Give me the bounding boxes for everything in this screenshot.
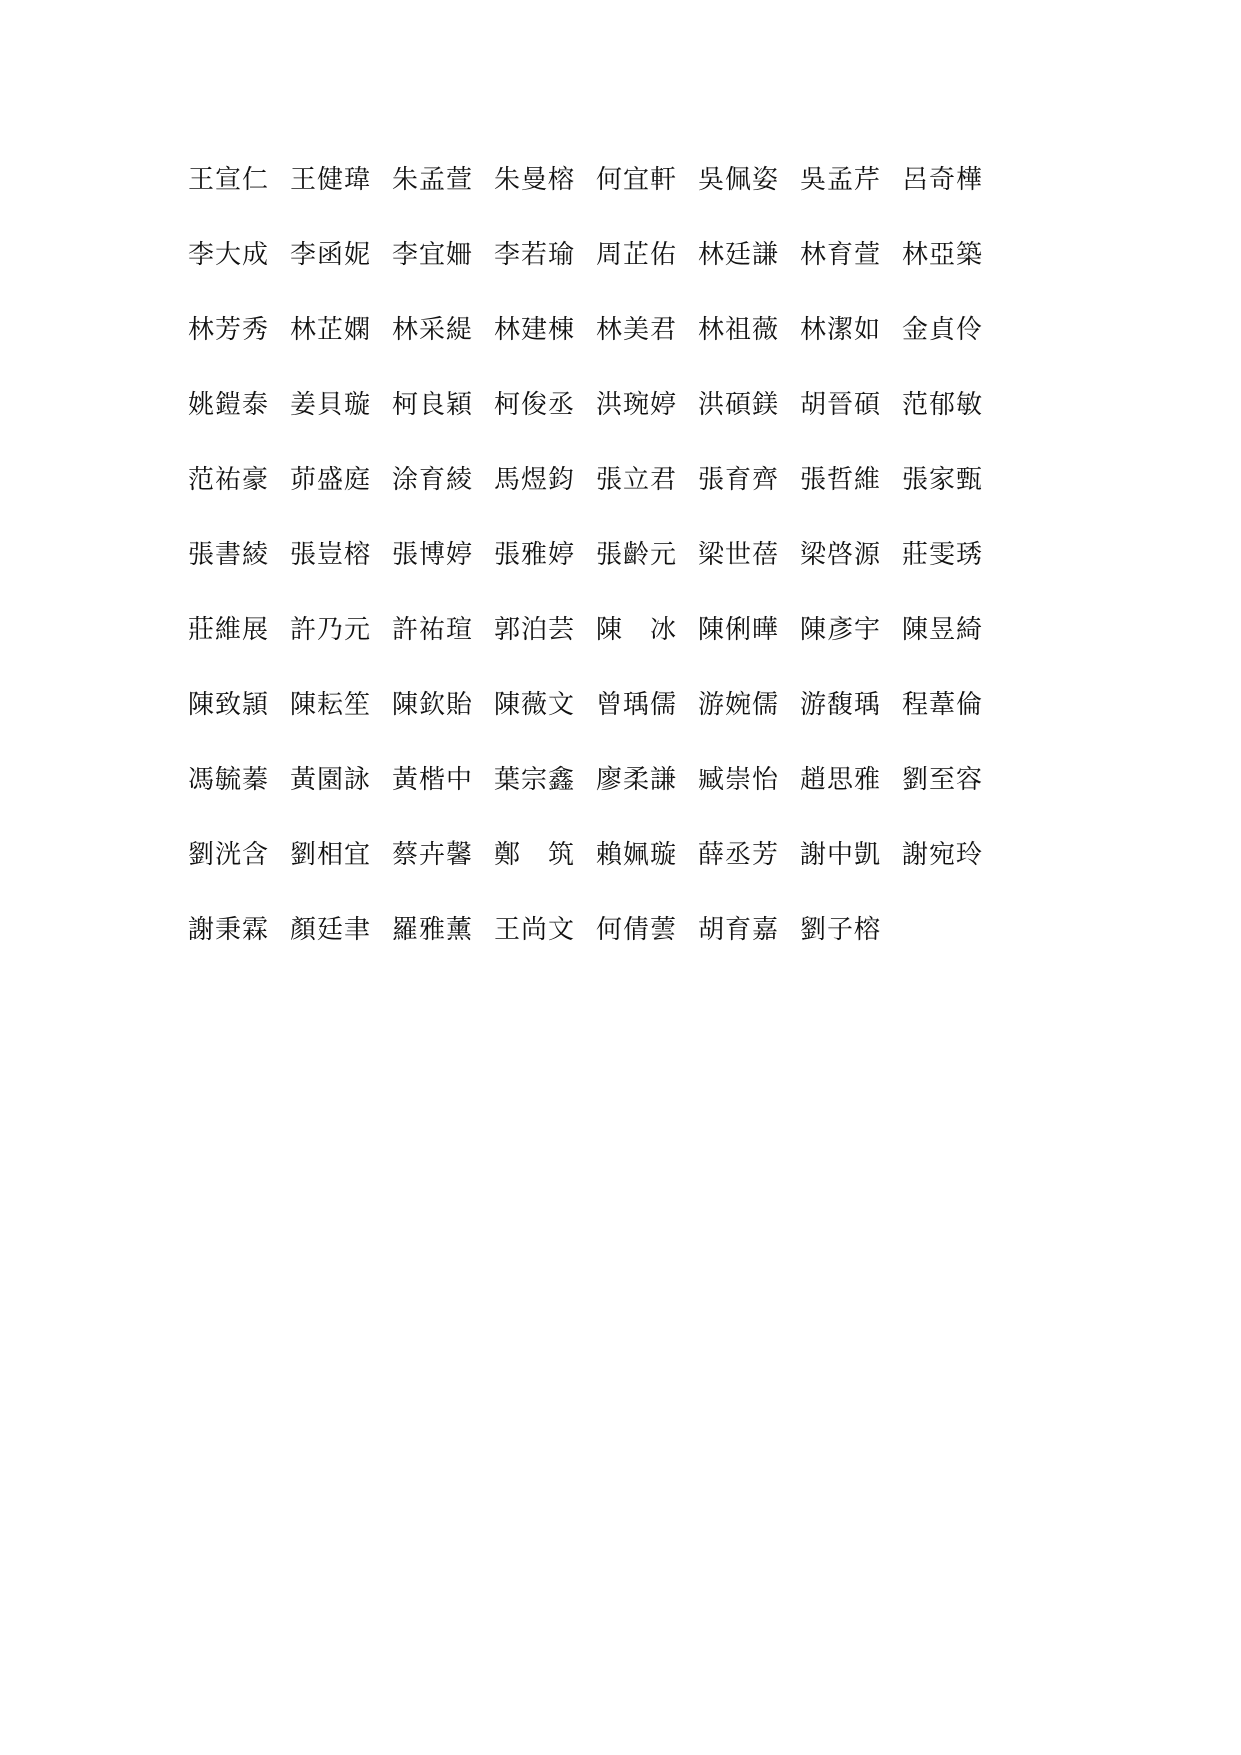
name-entry: 胡晉碩 — [800, 390, 882, 420]
name-list — [188, 163, 1008, 988]
name-entry: 賴姵璇 — [596, 840, 678, 870]
name-entry: 林建棟 — [494, 315, 576, 345]
name-entry: 謝中凱 — [800, 840, 882, 870]
name-entry: 林美君 — [596, 315, 678, 345]
name-entry: 劉至容 — [902, 765, 984, 795]
name-entry: 林潔如 — [800, 315, 882, 345]
name-entry: 朱孟萱 — [392, 165, 474, 195]
name-entry: 張雅婷 — [494, 540, 576, 570]
name-entry: 林采緹 — [392, 315, 474, 345]
name-entry: 陳耘笙 — [290, 690, 372, 720]
name-row — [188, 313, 1008, 388]
name-entry: 陳俐曄 — [698, 615, 780, 645]
name-entry: 謝宛玲 — [902, 840, 984, 870]
name-entry: 鄭 筑 — [494, 840, 576, 870]
name-entry: 涂育綾 — [392, 465, 474, 495]
name-entry: 洪琬婷 — [596, 390, 678, 420]
name-entry: 陳 冰 — [596, 615, 678, 645]
name-entry: 程葦倫 — [902, 690, 984, 720]
name-entry: 張豈榕 — [290, 540, 372, 570]
name-row — [188, 688, 1008, 763]
name-entry: 王健瑋 — [290, 165, 372, 195]
name-entry: 顏廷聿 — [290, 915, 372, 945]
name-row — [188, 238, 1008, 313]
name-entry: 張書綾 — [188, 540, 270, 570]
name-entry: 梁啓源 — [800, 540, 882, 570]
name-entry: 朱曼榕 — [494, 165, 576, 195]
name-entry: 陳薇文 — [494, 690, 576, 720]
name-entry: 莊雯琇 — [902, 540, 984, 570]
name-entry: 李函妮 — [290, 240, 372, 270]
name-entry: 劉相宜 — [290, 840, 372, 870]
name-entry: 林育萱 — [800, 240, 882, 270]
name-row — [188, 463, 1008, 538]
name-entry: 陳彥宇 — [800, 615, 882, 645]
name-entry: 葉宗鑫 — [494, 765, 576, 795]
name-entry: 張育齊 — [698, 465, 780, 495]
name-entry: 柯良穎 — [392, 390, 474, 420]
name-entry: 黃楷中 — [392, 765, 474, 795]
name-entry: 林芳秀 — [188, 315, 270, 345]
name-entry: 張立君 — [596, 465, 678, 495]
name-entry: 范郁敏 — [902, 390, 984, 420]
name-entry: 許乃元 — [290, 615, 372, 645]
name-entry: 黃園詠 — [290, 765, 372, 795]
name-entry: 李若瑜 — [494, 240, 576, 270]
name-entry: 金貞伶 — [902, 315, 984, 345]
name-entry: 陳欽貽 — [392, 690, 474, 720]
name-entry: 吳孟芹 — [800, 165, 882, 195]
name-entry: 姚鎧泰 — [188, 390, 270, 420]
name-entry: 林祖薇 — [698, 315, 780, 345]
name-row — [188, 613, 1008, 688]
name-entry: 游婉儒 — [698, 690, 780, 720]
name-row — [188, 838, 1008, 913]
name-entry: 何倩蕓 — [596, 915, 678, 945]
name-entry: 李大成 — [188, 240, 270, 270]
name-entry: 胡育嘉 — [698, 915, 780, 945]
name-entry: 趙思雅 — [800, 765, 882, 795]
name-entry: 張齡元 — [596, 540, 678, 570]
name-entry: 謝秉霖 — [188, 915, 270, 945]
name-entry: 周芷佑 — [596, 240, 678, 270]
name-entry: 陳致頴 — [188, 690, 270, 720]
name-entry: 洪碩鎂 — [698, 390, 780, 420]
name-entry: 范祐豪 — [188, 465, 270, 495]
name-entry: 呂奇樺 — [902, 165, 984, 195]
name-entry: 姜貝璇 — [290, 390, 372, 420]
name-entry: 林芷嫻 — [290, 315, 372, 345]
name-entry: 郭泊芸 — [494, 615, 576, 645]
name-entry: 馮毓蓁 — [188, 765, 270, 795]
name-entry: 劉洸含 — [188, 840, 270, 870]
name-entry: 柯俊丞 — [494, 390, 576, 420]
name-entry: 薛丞芳 — [698, 840, 780, 870]
name-entry: 莊維展 — [188, 615, 270, 645]
name-entry: 劉子榕 — [800, 915, 882, 945]
name-entry: 王尚文 — [494, 915, 576, 945]
name-entry: 陳昱綺 — [902, 615, 984, 645]
name-entry: 游馥瑀 — [800, 690, 882, 720]
name-entry: 何宜軒 — [596, 165, 678, 195]
name-entry: 林亞築 — [902, 240, 984, 270]
name-entry: 曾瑀儒 — [596, 690, 678, 720]
name-row — [188, 763, 1008, 838]
name-entry: 臧崇怡 — [698, 765, 780, 795]
name-entry: 林廷謙 — [698, 240, 780, 270]
name-entry: 蔡卉馨 — [392, 840, 474, 870]
name-row — [188, 538, 1008, 613]
name-entry: 吳佩姿 — [698, 165, 780, 195]
name-entry: 茆盛庭 — [290, 465, 372, 495]
name-row — [188, 163, 1008, 238]
name-entry: 張家甄 — [902, 465, 984, 495]
name-entry: 王宣仁 — [188, 165, 270, 195]
name-entry: 張博婷 — [392, 540, 474, 570]
name-entry: 馬煜鈞 — [494, 465, 576, 495]
name-entry: 張哲維 — [800, 465, 882, 495]
name-row — [188, 913, 1008, 988]
name-entry: 羅雅薰 — [392, 915, 474, 945]
name-entry: 許祐瑄 — [392, 615, 474, 645]
name-entry: 李宜姍 — [392, 240, 474, 270]
name-entry: 梁世蓓 — [698, 540, 780, 570]
name-row — [188, 388, 1008, 463]
name-entry: 廖柔謙 — [596, 765, 678, 795]
